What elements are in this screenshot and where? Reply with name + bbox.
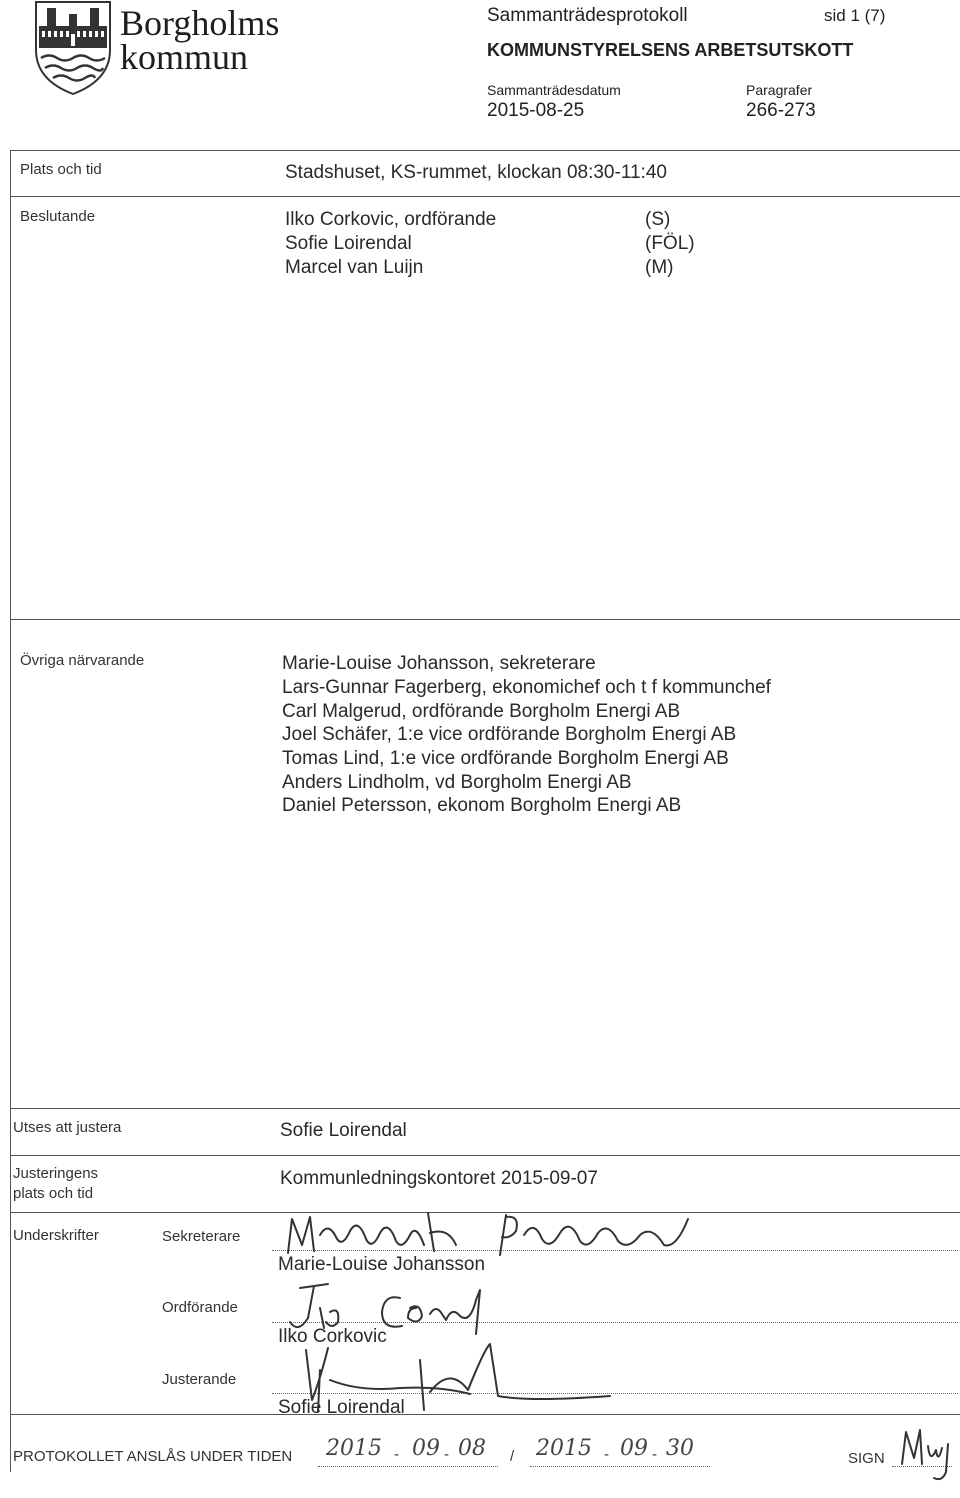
adjust-place-label-line2: plats och tid	[13, 1185, 94, 1202]
row-divider-place	[10, 196, 960, 197]
adjust-label: Utses att justera	[13, 1119, 122, 1136]
paragraphs-label: Paragrafer	[746, 82, 813, 98]
posting-period-label: PROTOKOLLET ANSLÅS UNDER TIDEN	[13, 1448, 293, 1465]
deciding-member-party: (S)	[645, 209, 671, 230]
paragraphs-value: 266-273	[746, 100, 816, 121]
deciding-member-party: (M)	[645, 257, 674, 278]
municipality-crest	[33, 0, 113, 96]
secretary-signature	[280, 1205, 700, 1265]
signature-name: Ilko Corkovic	[278, 1326, 387, 1347]
attendee-line: Joel Schäfer, 1:e vice ordförande Borgholm Energi AB	[282, 724, 737, 745]
date-dash: -	[394, 1446, 399, 1463]
signature-role: Sekreterare	[162, 1228, 241, 1245]
row-divider-adjust	[10, 1155, 960, 1156]
posting-from-year: 2015	[326, 1436, 382, 1461]
sign-label: SIGN	[848, 1450, 885, 1467]
meeting-date: 2015-08-25	[487, 100, 585, 121]
sign-initials	[896, 1424, 956, 1484]
deciding-member-party: (FÖL)	[645, 233, 695, 254]
signature-role: Ordförande	[162, 1299, 238, 1316]
row-divider-others	[10, 1108, 960, 1109]
signature-name: Sofie Loirendal	[278, 1397, 405, 1418]
crest-icon	[33, 0, 113, 96]
attendee-line: Daniel Petersson, ekonom Borgholm Energi AB	[282, 795, 682, 816]
adjust-place-value: Kommunledningskontoret 2015-09-07	[280, 1168, 598, 1189]
adjust-value: Sofie Loirendal	[280, 1120, 407, 1141]
attendee-line: Lars-Gunnar Fagerberg, ekonomichef och t f kommunchef	[282, 677, 771, 698]
signature-name: Marie-Louise Johansson	[278, 1254, 486, 1275]
left-margin-line	[10, 150, 11, 1472]
posting-date-line	[530, 1466, 710, 1467]
deciding-member-name: Marcel van Luijn	[285, 257, 424, 278]
signatures-label: Underskrifter	[13, 1227, 99, 1244]
municipality-name-line2: kommun	[120, 37, 249, 77]
posting-to-day: 30	[666, 1436, 694, 1461]
attendee-line: Carl Malgerud, ordförande Borgholm Energi AB	[282, 701, 681, 722]
date-dash: -	[604, 1446, 609, 1463]
adjuster-signature	[290, 1340, 620, 1420]
document-type: Sammanträdesprotokoll	[487, 5, 688, 26]
posting-to-month: 09	[620, 1436, 648, 1461]
others-label: Övriga närvarande	[20, 652, 145, 669]
posting-from-month: 09	[412, 1436, 440, 1461]
committee-title: KOMMUNSTYRELSENS ARBETSUTSKOTT	[487, 40, 854, 60]
meeting-date-label: Sammanträdesdatum	[487, 82, 621, 98]
municipality-name-line1: Borgholms	[120, 3, 280, 43]
header-divider	[10, 150, 960, 151]
attendee-line: Marie-Louise Johansson, sekreterare	[282, 653, 596, 674]
date-dash: -	[652, 1446, 657, 1463]
deciding-member-name: Ilko Corkovic, ordförande	[285, 209, 497, 230]
place-label: Plats och tid	[20, 161, 102, 178]
page-number: sid 1 (7)	[824, 6, 886, 25]
chair-signature	[280, 1278, 520, 1348]
posting-date-line	[318, 1466, 498, 1467]
posting-from-day: 08	[458, 1436, 486, 1461]
signature-role: Justerande	[162, 1371, 237, 1388]
place-value: Stadshuset, KS-rummet, klockan 08:30-11:40	[285, 162, 667, 183]
date-dash: -	[444, 1446, 449, 1463]
posting-to-year: 2015	[536, 1436, 592, 1461]
row-divider-deciding	[10, 619, 960, 620]
adjust-place-label-line1: Justeringens	[13, 1165, 99, 1182]
attendee-line: Anders Lindholm, vd Borgholm Energi AB	[282, 772, 632, 793]
posting-separator: /	[510, 1448, 515, 1465]
attendee-line: Tomas Lind, 1:e vice ordförande Borgholm Energi AB	[282, 748, 729, 769]
deciding-member-name: Sofie Loirendal	[285, 233, 412, 254]
deciding-label: Beslutande	[20, 208, 96, 225]
